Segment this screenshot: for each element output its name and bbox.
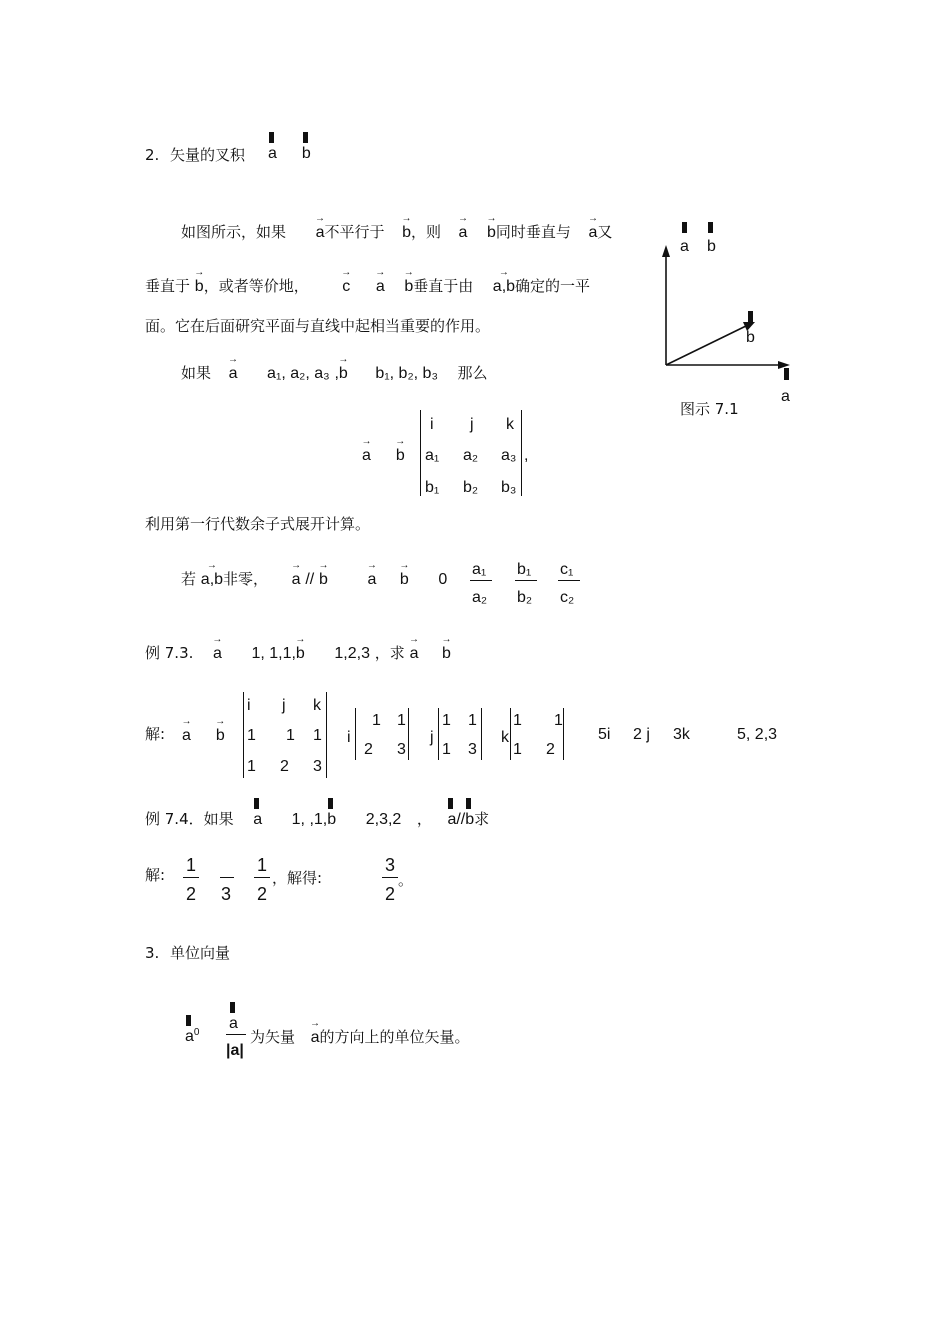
b-components: b₁, b₂, b₃ bbox=[375, 365, 438, 382]
vertical-arrowhead bbox=[662, 245, 670, 257]
det-cell: 1 bbox=[286, 727, 295, 744]
det1-comma: , bbox=[524, 447, 529, 464]
unit-text-2: 的方向上的单位矢量。 bbox=[319, 1028, 470, 1046]
solution-text: ，解得: bbox=[272, 869, 323, 887]
section-2-number: 2. bbox=[145, 146, 160, 164]
det-cell: i bbox=[247, 697, 251, 714]
example-7-3: 例 7.3. → a 1, 1,1,→ b 1,2,3 ，求 → a → b bbox=[145, 646, 451, 662]
example-7-4: 例 7.4．如果 a 1, ,1,b 2,3,2 ， a//b求 bbox=[145, 810, 490, 828]
det1-cell: a₁ bbox=[425, 447, 440, 464]
vector-b: → b bbox=[216, 728, 225, 744]
unit-text-1: 为矢量 bbox=[250, 1028, 296, 1046]
section-2-title: 矢量的叉积 bbox=[170, 146, 246, 164]
para2: 如果 → a a₁, a₂, a₃ ,→ b b₁, b₂, b₃ 那么 bbox=[181, 366, 488, 382]
frac-denominator: 3 bbox=[221, 884, 232, 904]
example-text: 求 bbox=[474, 810, 490, 828]
minor-cell: 1 bbox=[442, 741, 451, 758]
det1-lhs bbox=[362, 448, 405, 464]
frac-numerator: a₁ bbox=[472, 561, 487, 578]
result-j-term: 2 j bbox=[633, 726, 650, 743]
frac-numerator: 1 bbox=[186, 855, 197, 875]
unit-i: i bbox=[347, 729, 351, 746]
horizontal-arrowhead bbox=[778, 361, 790, 369]
a-components: 1, 1,1 bbox=[251, 645, 292, 662]
fraction-bar bbox=[515, 580, 537, 581]
unit-frac-numerator bbox=[229, 1016, 238, 1032]
vector-a: → a bbox=[410, 646, 419, 662]
minor-cell: 3 bbox=[468, 741, 477, 758]
result-i-term: 5i bbox=[598, 726, 611, 743]
vector-b: → b bbox=[339, 366, 348, 382]
para1-text: 如图所示，如果 bbox=[181, 223, 287, 241]
vector-a: a bbox=[447, 811, 457, 828]
vector-b: → b bbox=[195, 279, 204, 295]
frac-numerator: c₁ bbox=[560, 561, 574, 578]
minor-cell: 1 bbox=[442, 712, 451, 729]
minor-cell: 1 bbox=[397, 712, 406, 729]
det-cell: 1 bbox=[247, 758, 256, 775]
example-label: 例 7.4．如果 bbox=[145, 810, 234, 828]
frac-denominator: 2 bbox=[257, 884, 268, 904]
fig-right-label-a: a bbox=[781, 388, 790, 405]
det-cell: 1 bbox=[313, 727, 322, 744]
vector-a: → a bbox=[229, 366, 238, 382]
vector-a: → a bbox=[311, 1030, 320, 1046]
frac-numerator: b₁ bbox=[517, 561, 532, 578]
example-text: ， bbox=[416, 810, 432, 828]
minor-cell: 1 bbox=[468, 712, 477, 729]
minor-cell: 1 bbox=[372, 712, 381, 729]
vector-b: → b bbox=[442, 646, 451, 662]
vector-a: → a bbox=[292, 572, 301, 588]
vector-b: → b bbox=[487, 225, 496, 241]
minor-cell: 1 bbox=[513, 712, 522, 729]
diagonal-vector-b bbox=[666, 325, 748, 365]
solution-label: 解: bbox=[145, 725, 166, 743]
label-arrow-mark bbox=[748, 311, 753, 322]
a-components: a₁, a₂, a₃ bbox=[267, 365, 330, 382]
det-cell: j bbox=[282, 697, 286, 714]
det1-cell: a₂ bbox=[463, 447, 479, 464]
minor-cell: 1 bbox=[513, 741, 522, 758]
frac-denominator: 2 bbox=[385, 884, 396, 904]
vector-c: → c bbox=[342, 279, 350, 295]
para4-text: 若 bbox=[181, 570, 197, 588]
para1-text: 确定的一平 bbox=[515, 277, 591, 295]
sol73-lhs bbox=[182, 728, 225, 744]
para4-text: 非零， bbox=[223, 570, 269, 588]
parallel-symbol: // bbox=[456, 811, 466, 828]
det-cell: 1 bbox=[247, 727, 256, 744]
para1-line3: 面。它在后面研究平面与直线中起相当重要的作用。 bbox=[145, 317, 491, 335]
vector-a: a bbox=[229, 1015, 238, 1032]
frac-denominator: a₂ bbox=[472, 589, 488, 606]
para1-text: 同时垂直与 bbox=[495, 223, 571, 241]
vector-a: a bbox=[268, 145, 277, 162]
vector-b: → b bbox=[296, 646, 305, 662]
zero: 0 bbox=[438, 571, 448, 588]
det1-cell: b₃ bbox=[501, 479, 517, 496]
vector-b: → b bbox=[404, 279, 413, 295]
figure-caption: 图示 7.1 bbox=[680, 400, 739, 418]
unit-vector-symbol bbox=[185, 1028, 199, 1045]
det1-cell: a₃ bbox=[501, 447, 517, 464]
vector-a: a bbox=[253, 811, 263, 828]
vector-a0: a bbox=[185, 1028, 194, 1045]
fraction-bar bbox=[470, 580, 492, 581]
para3: 利用第一行代数余子式展开计算。 bbox=[145, 515, 371, 533]
a-components: 1, ,1 bbox=[291, 811, 323, 828]
frac-numerator: 3 bbox=[385, 855, 396, 875]
fig-top-label-b: b bbox=[707, 238, 716, 255]
unit-frac-denominator: |a| bbox=[226, 1042, 244, 1059]
frac-numerator: 1 bbox=[257, 855, 268, 875]
label-arrow-mark bbox=[784, 368, 789, 380]
para1-text: ，或者等价地， bbox=[203, 277, 309, 295]
vector-a: → a bbox=[316, 225, 325, 241]
result-vector: 5, 2,3 bbox=[737, 726, 778, 743]
det1-cell: i bbox=[430, 416, 434, 433]
unit-k: k bbox=[501, 729, 509, 746]
vector-a: → a bbox=[589, 225, 598, 241]
vectors-a-b: → a,b bbox=[493, 279, 515, 295]
vector-b: b bbox=[465, 811, 475, 828]
minor-cell: 3 bbox=[397, 741, 406, 758]
vector-a: → a bbox=[362, 448, 371, 464]
section-2-vectors bbox=[268, 146, 311, 162]
frac-denominator: b₂ bbox=[517, 589, 533, 606]
fraction-bar bbox=[254, 877, 270, 878]
section-3-title: 单位向量 bbox=[170, 944, 231, 962]
vector-b: → b bbox=[396, 448, 405, 464]
example-label: 例 7.3. bbox=[145, 644, 194, 662]
vector-b: b bbox=[301, 145, 311, 162]
unit-j: j bbox=[430, 729, 434, 746]
para4 bbox=[181, 572, 447, 588]
para1-text: 不平行于 bbox=[324, 223, 385, 241]
superscript-zero: 0 bbox=[193, 1027, 200, 1038]
vector-a: → a bbox=[459, 225, 468, 241]
minor-cell: 2 bbox=[364, 741, 373, 758]
para1-line2 bbox=[145, 279, 590, 295]
para1-text: 垂直于由 bbox=[413, 277, 474, 295]
frac-denominator: c₂ bbox=[560, 589, 575, 606]
para1-text: ，则 bbox=[410, 223, 441, 241]
det-cell: 2 bbox=[280, 758, 289, 775]
det1-cell: b₁ bbox=[425, 479, 440, 496]
fig-mid-label-b: b bbox=[746, 329, 755, 346]
det1-cell: j bbox=[470, 416, 474, 433]
result-k-term: 3k bbox=[673, 726, 690, 743]
unit-text bbox=[250, 1030, 470, 1046]
det-cell: k bbox=[313, 697, 321, 714]
vector-b: b bbox=[327, 811, 337, 828]
parallel-symbol: // bbox=[305, 571, 315, 588]
vector-b: → b bbox=[400, 572, 409, 588]
fraction-bar bbox=[382, 877, 398, 878]
vector-b: → b bbox=[402, 225, 411, 241]
para2-text: 那么 bbox=[457, 364, 488, 382]
frac-denominator: 2 bbox=[186, 884, 197, 904]
label-arrow-mark bbox=[682, 222, 687, 233]
vector-a: → a bbox=[182, 728, 191, 744]
vector-a: → a bbox=[367, 572, 376, 588]
label-arrow-mark bbox=[708, 222, 713, 233]
det-cell: 3 bbox=[313, 758, 322, 775]
vector-b: → b bbox=[319, 572, 328, 588]
fraction-bar bbox=[226, 1034, 246, 1035]
section-3-number: 3. bbox=[145, 944, 160, 962]
vector-a: → a bbox=[376, 279, 385, 295]
b-components: 1,2,3 bbox=[334, 645, 370, 662]
vector-a: → a bbox=[213, 646, 222, 662]
figure-7-1 bbox=[640, 205, 820, 430]
det1-cell: k bbox=[506, 416, 514, 433]
vectors-a-b: → a,b bbox=[201, 572, 223, 588]
fraction-bar bbox=[220, 877, 234, 878]
solution-end: 。 bbox=[398, 871, 414, 889]
solution-label: 解: bbox=[145, 866, 166, 884]
fraction-bar bbox=[558, 580, 580, 581]
det1-cell: b₂ bbox=[463, 479, 479, 496]
example-text: ，求 bbox=[374, 644, 405, 662]
para1-text: 垂直于 bbox=[145, 277, 191, 295]
fig-top-label-a: a bbox=[680, 238, 689, 255]
minor-cell: 1 bbox=[554, 712, 563, 729]
minor-cell: 2 bbox=[546, 741, 555, 758]
para2-text: 如果 bbox=[181, 364, 212, 382]
b-components: 2,3,2 bbox=[365, 811, 402, 828]
para1-text: 又 bbox=[597, 223, 613, 241]
para1-line1 bbox=[181, 225, 612, 241]
fraction-bar bbox=[183, 877, 199, 878]
